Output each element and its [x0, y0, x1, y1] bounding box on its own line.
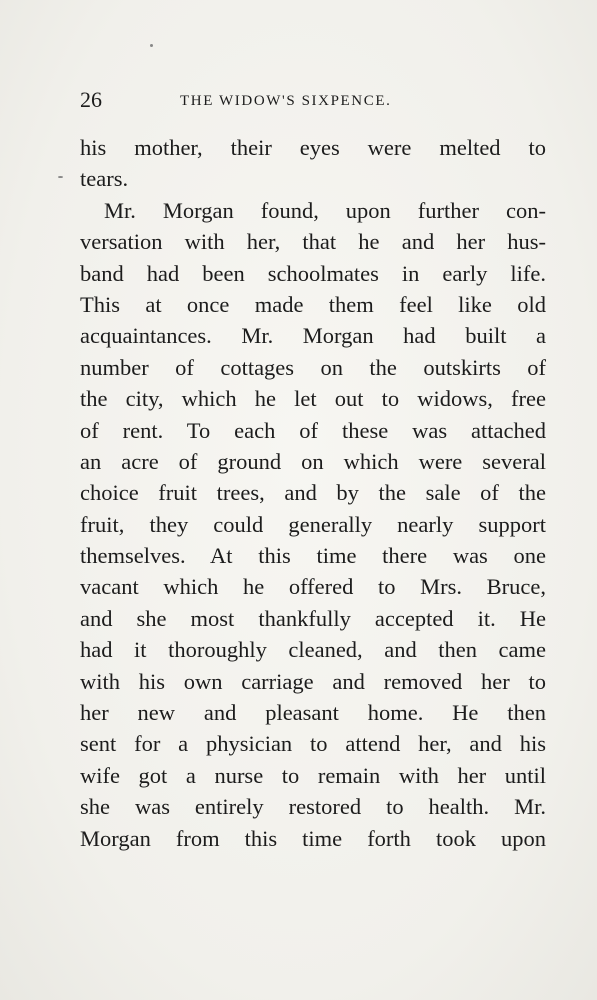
text-line: she was entirely restored to health. Mr. — [80, 794, 546, 820]
text-line: fruit, they could generally nearly support — [80, 511, 546, 537]
text-line: Morgan from this time forth took upon — [80, 825, 546, 851]
text-line: number of cottages on the outskirts of — [80, 354, 546, 380]
text-line: choice fruit trees, and by the sale of the — [80, 480, 546, 506]
text-line: had it thoroughly cleaned, and then came — [80, 637, 546, 663]
page-number: 26 — [80, 87, 102, 112]
text-line: her new and pleasant home. He then — [80, 700, 546, 726]
text-line: wife got a nurse to remain with her until — [80, 762, 546, 788]
text-line: acquaintances. Mr. Morgan had built a — [80, 323, 546, 349]
text-line: versation with her, that he and her hus- — [80, 229, 546, 255]
text-line: of rent. To each of these was attached — [80, 417, 546, 443]
body-text — [80, 132, 546, 854]
paper-speck — [150, 44, 153, 47]
text-line: tears. — [80, 166, 129, 192]
text-line: an acre of ground on which were several — [80, 448, 546, 474]
page-header — [80, 88, 550, 112]
running-head: THE WIDOW'S SIXPENCE. — [180, 93, 392, 109]
text-line: band had been schoolmates in early life. — [80, 260, 546, 286]
text-line: sent for a physician to attend her, and his — [80, 731, 546, 757]
paper-speck — [58, 176, 63, 178]
text-line: with his own carriage and removed her to — [80, 668, 546, 694]
text-line: his mother, their eyes were melted to — [80, 135, 546, 160]
text-line: themselves. At this time there was one — [80, 543, 546, 569]
text-line: vacant which he offered to Mrs. Bruce, — [80, 574, 546, 600]
text-line: and she most thankfully accepted it. He — [80, 605, 546, 631]
text-line: This at once made them feel like old — [80, 291, 546, 317]
text-line: Mr. Morgan found, upon further con- — [104, 197, 546, 223]
text-line: the city, which he let out to widows, free — [80, 386, 546, 412]
